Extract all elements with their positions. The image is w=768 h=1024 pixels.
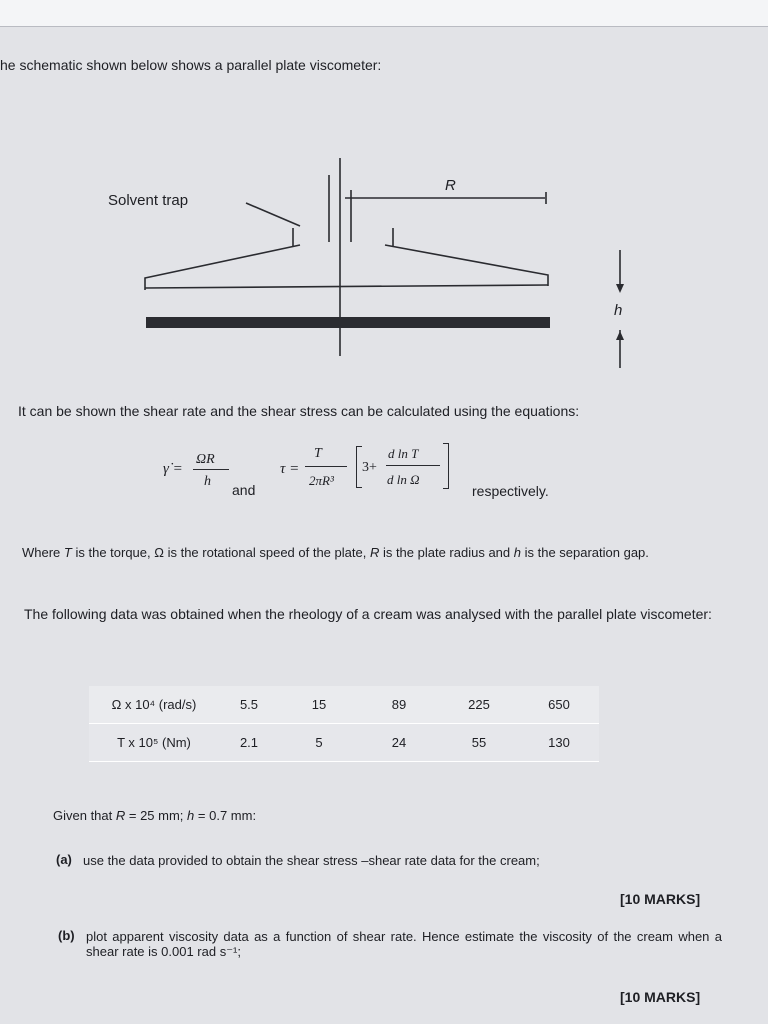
shear-stress-fraction-bar — [305, 466, 347, 467]
where-gap-symbol: h — [513, 545, 521, 560]
table-cell: 650 — [519, 686, 599, 724]
gap-label: h — [614, 302, 623, 319]
where-text-3: is the rotational speed of the plate, — [163, 545, 370, 560]
table-cell: 55 — [439, 724, 519, 762]
where-paragraph — [22, 545, 722, 560]
given-text-1: Given that — [53, 808, 116, 823]
dlnT-numerator: d ln T — [388, 446, 419, 461]
part-a-marks: [10 MARKS] — [620, 891, 701, 907]
table-cell: 130 — [519, 724, 599, 762]
dlnOmega-denominator: d ln Ω — [387, 472, 420, 487]
shear-stress-three: 3+ — [362, 460, 377, 475]
table-cell: 2.1 — [219, 724, 279, 762]
part-a-label: (a) — [56, 852, 72, 867]
where-torque-symbol: T — [63, 545, 72, 560]
given-text-3: = 0.7 mm: — [194, 808, 257, 823]
given-text-2: = 25 mm; — [125, 808, 188, 823]
respectively-label: respectively. — [472, 483, 549, 499]
following-paragraph: The following data was obtained when the rheology of a cream was analysed with the parallel plate viscometer: — [24, 606, 712, 622]
dln-fraction-bar — [386, 465, 440, 466]
where-text-2: is the torque, — [71, 545, 155, 560]
part-b-label: (b) — [58, 928, 75, 943]
table-cell: 5.5 — [219, 686, 279, 724]
table-cell: 225 — [439, 686, 519, 724]
and-label: and — [232, 482, 256, 498]
viscometer-schematic — [0, 0, 768, 400]
shear-rate-denominator: h — [204, 474, 211, 489]
shear-stress-numerator: T — [314, 446, 322, 461]
where-text-4: is the plate radius and — [379, 545, 514, 560]
table-cell: 24 — [359, 724, 439, 762]
shear-stress-lhs: τ = — [280, 461, 300, 477]
shear-rate-numerator: ΩR — [196, 452, 215, 467]
intro-text: he schematic shown below shows a parallel plate viscometer: — [0, 57, 382, 73]
right-bracket — [443, 443, 449, 489]
equations-intro: It can be shown the shear rate and the shear stress can be calculated using the equations: — [18, 403, 580, 419]
table-cell: 15 — [279, 686, 359, 724]
solvent-trap-label: Solvent trap — [108, 192, 189, 209]
table-cell: 89 — [359, 686, 439, 724]
data-table — [89, 686, 599, 762]
where-omega-symbol: Ω — [154, 545, 164, 560]
given-gap-symbol: h — [187, 808, 195, 823]
where-radius-symbol: R — [369, 545, 380, 560]
table-row — [89, 724, 599, 762]
part-b-text: plot apparent viscosity data as a function of shear rate. Hence estimate the viscosity of the cream when a shear rate is 0.001 rad s⁻¹; — [86, 929, 722, 959]
table-row-label-torque: T x 10⁵ (Nm) — [89, 724, 219, 762]
table-row — [89, 686, 599, 724]
where-text-5: is the separation gap. — [520, 545, 649, 560]
given-line — [53, 808, 256, 823]
table-cell: 5 — [279, 724, 359, 762]
given-radius-symbol: R — [115, 808, 126, 823]
table-row-label-omega: Ω x 10⁴ (rad/s) — [89, 686, 219, 724]
radius-label: R — [445, 177, 456, 194]
shear-stress-denominator: 2πR³ — [309, 473, 334, 488]
where-text-1: Where — [22, 545, 64, 560]
shear-rate-lhs: γ̇ = — [163, 461, 183, 477]
part-a-text: use the data provided to obtain the shear stress –shear rate data for the cream; — [83, 853, 540, 868]
shear-rate-fraction-bar — [193, 469, 229, 470]
part-b-marks: [10 MARKS] — [620, 989, 701, 1005]
